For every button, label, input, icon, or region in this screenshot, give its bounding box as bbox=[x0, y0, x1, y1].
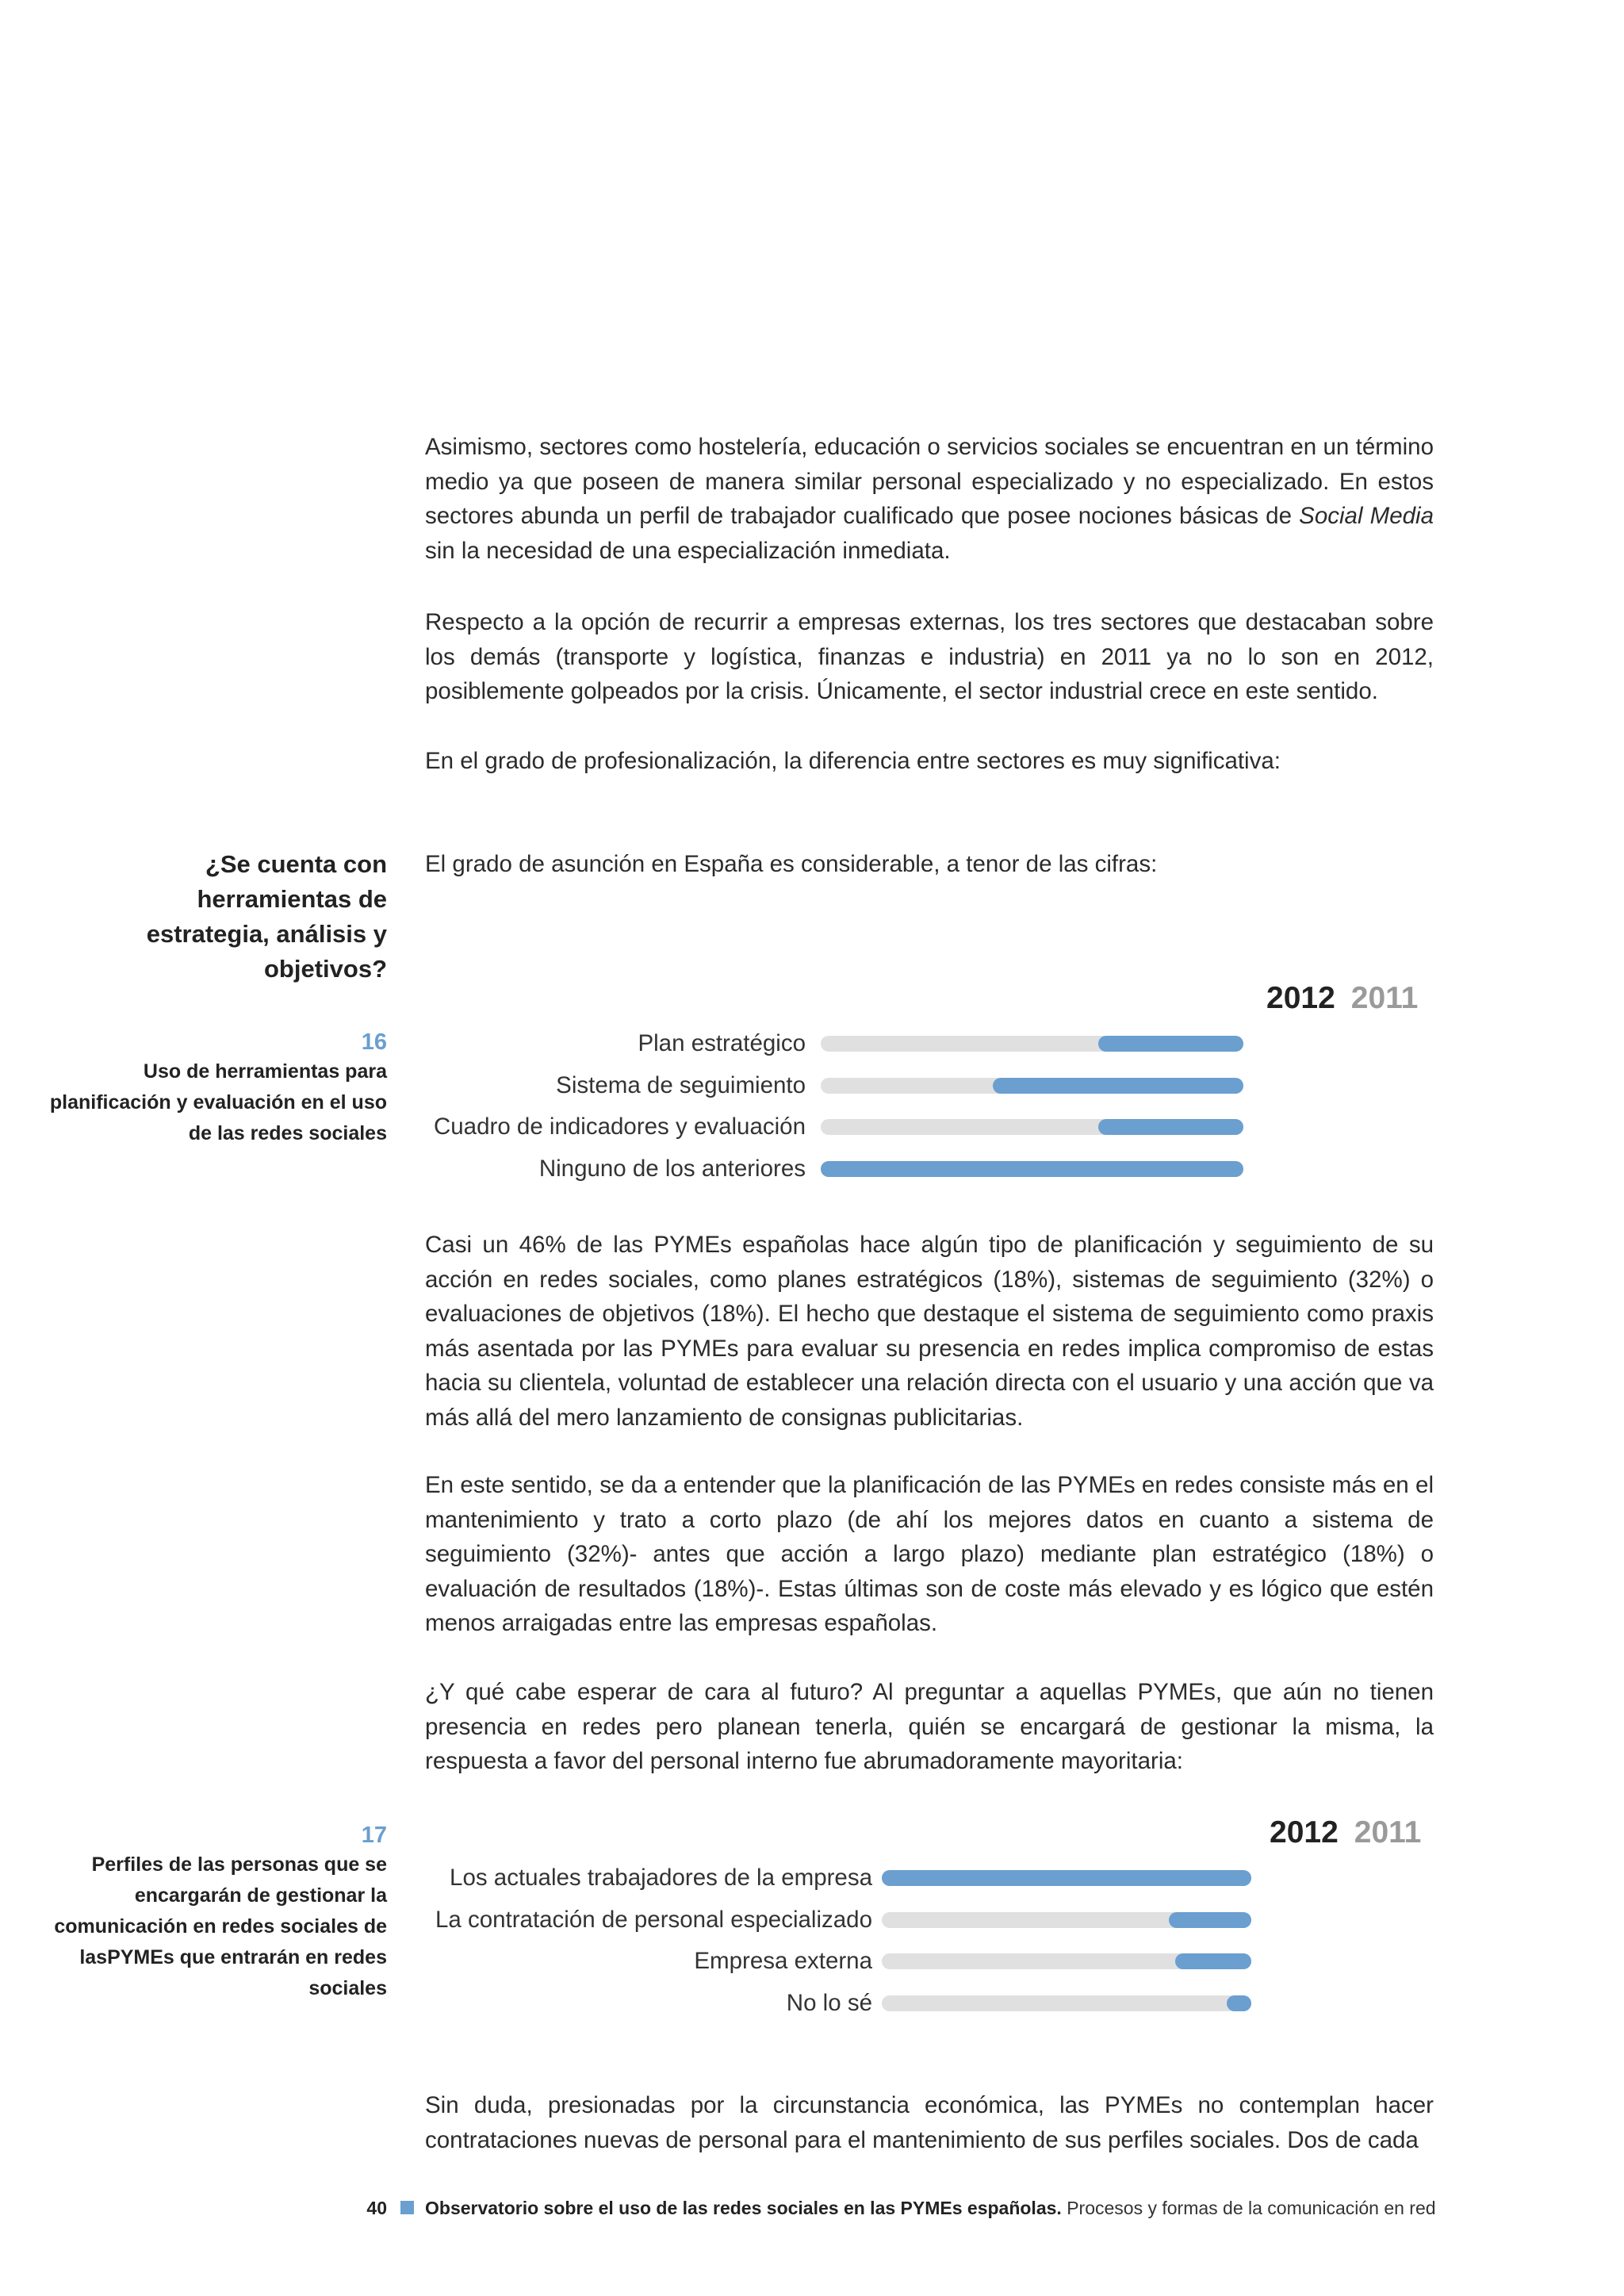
paragraph-1: Asimismo, sectores como hostelería, educación o servicios sociales se encuentran en un término medio ya que poseen de manera similar personal especializado y no especializado. En estos sectores abunda un perfil de trabajador cualificado que posee nociones básicas de Social Media sin la necesidad de una especialización inmediata. bbox=[425, 434, 1434, 564]
category-text: No lo sé bbox=[786, 1989, 872, 2016]
bar-category-label bbox=[0, 1028, 806, 1060]
category-text: La contratación de personal especializado bbox=[435, 1906, 872, 1933]
figure-caption: Uso de herramientas para planificación y evaluación en el uso de las redes sociales bbox=[49, 1060, 387, 1144]
bar-track bbox=[821, 1119, 1243, 1135]
section-question: ¿Se cuenta con herramientas de estrategia, análisis y objetivos? bbox=[146, 850, 387, 983]
bar-category-label bbox=[0, 1153, 806, 1185]
bar-category-label bbox=[0, 1070, 806, 1102]
bar-category-label bbox=[0, 1862, 872, 1894]
bar-track bbox=[882, 1870, 1251, 1886]
bar-2012 bbox=[1098, 1119, 1243, 1135]
bar-track bbox=[821, 1078, 1243, 1094]
bar-2012 bbox=[882, 1870, 1251, 1886]
category-text: Ninguno de los anteriores bbox=[538, 1155, 806, 1182]
bar-category-label bbox=[0, 1904, 872, 1936]
bar-category-label bbox=[0, 1945, 872, 1977]
legend-2012: 2012 bbox=[1270, 1815, 1339, 1849]
footer-square-icon bbox=[400, 2201, 414, 2214]
figure-number: 16 bbox=[361, 1029, 387, 1055]
bar-2012 bbox=[993, 1078, 1243, 1094]
bar-track bbox=[882, 1953, 1251, 1969]
bar-2012 bbox=[1098, 1036, 1243, 1052]
category-text: Cuadro de indicadores y evaluación bbox=[433, 1114, 806, 1140]
category-text: Plan estratégico bbox=[638, 1030, 806, 1056]
chart-legend-years bbox=[1270, 1815, 1421, 1851]
page-footer bbox=[0, 2192, 1624, 2224]
bar-track bbox=[882, 1995, 1251, 2011]
legend-2011: 2011 bbox=[1354, 1815, 1422, 1849]
category-text: Empresa externa bbox=[694, 1948, 872, 1974]
social-media-term: Social Media bbox=[1299, 503, 1434, 529]
chart-legend-years bbox=[1266, 980, 1418, 1017]
category-text: Sistema de seguimiento bbox=[556, 1071, 806, 1098]
bar-category-label bbox=[0, 1111, 806, 1143]
legend-2011: 2011 bbox=[1350, 981, 1419, 1015]
paragraph-2: Respecto a la opción de recurrir a empresas externas, los tres sectores que destacaban sobre los demás (transporte y logística, finanzas e industria) en 2011 ya no lo son en 2012, posiblemente golpeados por la crisis. Únicamente, el sector industrial crece en este sentido. bbox=[425, 609, 1434, 704]
bar-category-label bbox=[0, 1987, 872, 2019]
category-text: Los actuales trabajadores de la empresa bbox=[450, 1865, 872, 1891]
figure-caption: Perfiles de las personas que se encargarán de gestionar la comunicación en redes sociales de lasPYMEs que entrarán en redes sociales bbox=[54, 1853, 387, 1999]
paragraph-7: ¿Y qué cabe esperar de cara al futuro? Al preguntar a aquellas PYMEs, que aún no tienen presencia en redes pero planean tenerla, quién se encargará de gestionar la misma, la respuesta a favor del personal interno fue abrumadoramente mayoritaria: bbox=[425, 1679, 1434, 1774]
bar-2012 bbox=[1175, 1953, 1251, 1969]
bar-2012 bbox=[1227, 1995, 1251, 2011]
bar-2012 bbox=[821, 1161, 1243, 1177]
paragraph-4: El grado de asunción en España es considerable, a tenor de las cifras: bbox=[425, 851, 1158, 877]
bar-track bbox=[821, 1161, 1243, 1177]
bar-track bbox=[821, 1036, 1243, 1052]
bar-2012 bbox=[1169, 1912, 1251, 1928]
paragraph-8: Sin duda, presionadas por la circunstancia económica, las PYMEs no contemplan hacer contrataciones nuevas de personal para el mantenimiento de sus perfiles sociales. Dos de cada bbox=[425, 2092, 1434, 2153]
bar-track bbox=[882, 1912, 1251, 1928]
footer-title: Observatorio sobre el uso de las redes sociales en las PYMEs españolas. Procesos y formas de la comunicación en red bbox=[425, 2198, 1436, 2218]
legend-2012: 2012 bbox=[1266, 981, 1335, 1015]
paragraph-5: Casi un 46% de las PYMEs españolas hace algún tipo de planificación y seguimiento de su acción en redes sociales, como planes estratégicos (18%), sistemas de seguimiento (32%) o evaluaciones de objetivos (18%). El hecho que destaque el sistema de seguimiento como praxis más asentada por las PYMEs para evaluar su presencia en redes implica compromiso de estas hacia su clientela, voluntad de establecer una relación directa con el usuario y una acción que va más allá del mero lanzamiento de consignas publicitarias. bbox=[425, 1232, 1434, 1431]
paragraph-6: En este sentido, se da a entender que la planificación de las PYMEs en redes consiste más en el mantenimiento y trato a corto plazo (de ahí los mejores datos en cuanto a sistema de seguimiento (32%)- antes que acción a largo plazo) mediante plan estratégico (18%) o evaluación de resultados (18%)-. Estas últimas son de coste más elevado y es lógico que estén menos arraigadas entre las empresas españolas. bbox=[425, 1472, 1434, 1636]
page-number: 40 bbox=[366, 2198, 387, 2218]
paragraph-3: En el grado de profesionalización, la diferencia entre sectores es muy significativa: bbox=[425, 748, 1281, 774]
figure-number: 17 bbox=[361, 1823, 387, 1848]
